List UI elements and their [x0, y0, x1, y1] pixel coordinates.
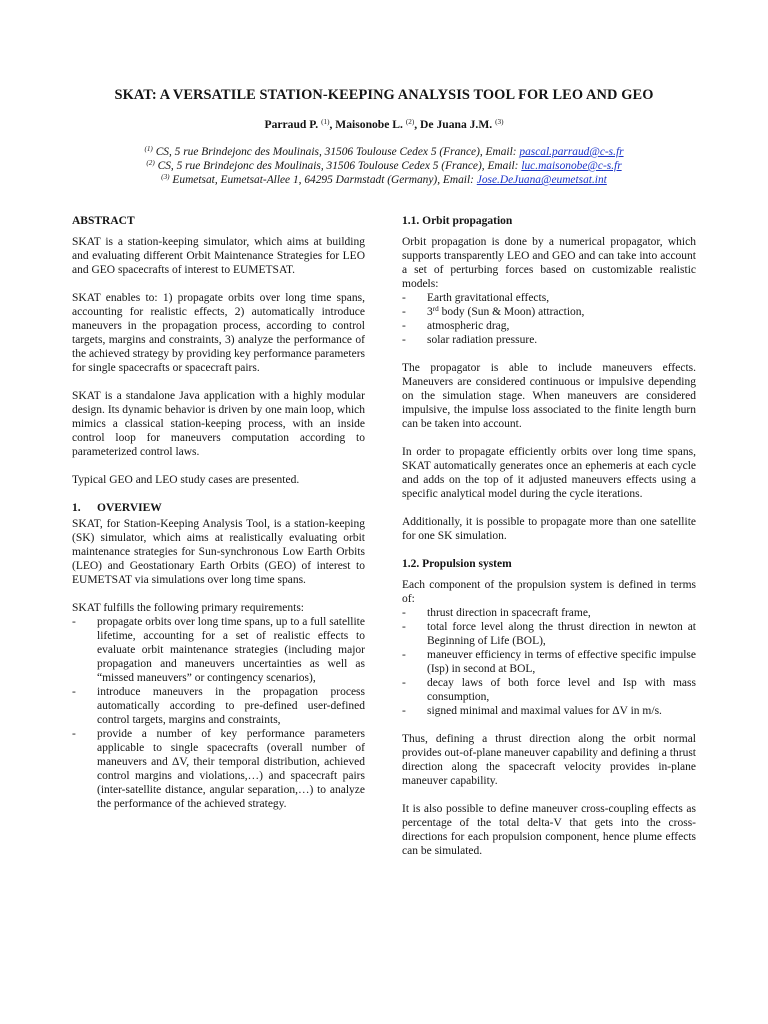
list-item: - solar radiation pressure.: [402, 333, 696, 347]
section-heading-overview: [72, 501, 365, 515]
subsection-heading-orbit: 1.1. Orbit propagation: [402, 215, 513, 227]
affiliation-ref: (1): [144, 145, 153, 153]
propulsion-paragraph: Thus, defining a thrust direction along the orbit normal provides out-of-plane maneuver capability and defining a thrust direction along the spacecraft velocity provides in-plane maneuver capability.: [402, 733, 696, 787]
affiliation-1: [0, 145, 768, 159]
propulsion-paragraph: Each component of the propulsion system is defined in terms of:: [402, 579, 696, 605]
requirements-list: [72, 615, 365, 811]
forces-list: [402, 291, 696, 347]
affiliation-2: [0, 159, 768, 173]
section-title: OVERVIEW: [97, 502, 162, 514]
affiliation-text: CS, 5 rue Brindejonc des Moulinais, 31506 Toulouse Cedex 5 (France), Email:: [155, 146, 520, 158]
overview-paragraph: SKAT fulfills the following primary requirements:: [72, 602, 304, 614]
author-name: Parraud P.: [264, 118, 319, 131]
author-sep: ,: [329, 118, 336, 131]
list-item: - Earth gravitational effects,: [402, 291, 696, 305]
abstract-heading: ABSTRACT: [72, 215, 135, 227]
propulsion-list: [402, 606, 696, 718]
list-item: [402, 305, 696, 319]
paper-title: SKAT: A VERSATILE STATION-KEEPING ANALYSIS TOOL FOR LEO AND GEO: [114, 87, 654, 103]
author-line: [0, 118, 768, 131]
overview-paragraph: SKAT, for Station-Keeping Analysis Tool, is a station-keeping (SK) simulator, which aims at realistically evaluating orbit maintenance strategies for Sun-synchronous Low Earth Orbits (LEO) and Geostationary Earth Orbits (GEO) of interest to EUMETSAT via simulations over long time spans.: [72, 518, 365, 586]
author-sep: ,: [414, 118, 421, 131]
orbit-paragraph: In order to propagate efficiently orbits over long time spans, SKAT automatically generates once an ephemeris at each cycle and adds on the top of it adjusted maneuvers effects using a specific analytical model during the cycle iterations.: [402, 446, 696, 500]
affiliation-ref: (2): [146, 159, 155, 167]
list-item: - maneuver efficiency in terms of effective specific impulse (Isp) in second at BOL,: [402, 648, 696, 676]
author-ref: (1): [321, 118, 330, 126]
orbit-paragraph: The propagator is able to include maneuvers effects. Maneuvers are considered continuous or impulsive depending on the simulation stage. When maneuvers are considered impulsive, the impulse loss associated to the finite length burn can be taken into account.: [402, 362, 696, 430]
list-item: - signed minimal and maximal values for ΔV in m/s.: [402, 704, 696, 718]
author-name: Maisonobe L.: [335, 118, 403, 131]
email-link[interactable]: luc.maisonobe@c-s.fr: [521, 160, 622, 172]
list-item: - propagate orbits over long time spans, up to a full satellite lifetime, accounting for a set of realistic effects to evaluate orbit maintenance strategies (including major propagation and maneuvers uncertainties as well as “missed maneuvers” or contingency scenarios),: [72, 615, 365, 685]
email-link[interactable]: Jose.DeJuana@eumetsat.int: [476, 174, 607, 186]
affiliation-text: Eumetsat, Eumetsat-Allee 1, 64295 Darmstadt (Germany), Email:: [172, 174, 477, 186]
list-item-text: 3: [427, 306, 433, 318]
author-ref: (2): [405, 118, 415, 126]
list-item: - thrust direction in spacecraft frame,: [402, 606, 696, 620]
list-item: - total force level along the thrust direction in newton at Beginning of Life (BOL),: [402, 620, 696, 648]
author-ref: (3): [495, 118, 504, 126]
section-number: 1.: [72, 502, 81, 514]
abstract-paragraph: SKAT enables to: 1) propagate orbits over long time spans, accounting for realistic effects, 2) automatically introduce maneuvers in the propagation process, according to control targets, margins and constraints, 3) analyze the performance of the achieved strategy by providing key performance parameters for single spacecrafts or spacecraft pairs.: [72, 292, 365, 374]
right-column: [402, 214, 696, 872]
list-item: - introduce maneuvers in the propagation process automatically according to pre-defined user-defined control targets, margins and constraints,: [72, 685, 365, 727]
author-name: De Juana J.M.: [420, 118, 493, 131]
affiliation-ref: (3): [161, 173, 170, 181]
subsection-heading-propulsion: 1.2. Propulsion system: [402, 558, 512, 570]
email-link[interactable]: pascal.parraud@c-s.fr: [519, 146, 624, 158]
affiliation-text: CS, 5 rue Brindejonc des Moulinais, 31506 Toulouse Cedex 5 (France), Email:: [157, 160, 522, 172]
list-item: - provide a number of key performance parameters applicable to single spacecrafts (overall number of maneuvers and ΔV, their temporal distribution, achieved control margins and violations,…) and spacecraft pairs (inter-satellite distance, angular separation,…) to analyze the performance of the achieved strategy.: [72, 727, 365, 811]
abstract-paragraph: Typical GEO and LEO study cases are presented.: [72, 474, 300, 486]
propulsion-paragraph: It is also possible to define maneuver cross-coupling effects as percentage of the total delta-V that gets into the cross-directions for each propulsion component, hence plume effects can be simulated.: [402, 803, 696, 857]
list-item-text: body (Sun & Moon) attraction,: [438, 306, 585, 318]
affiliation-3: [0, 173, 768, 187]
ordinal-suffix: rd: [432, 305, 439, 313]
abstract-paragraph: SKAT is a standalone Java application with a highly modular design. Its dynamic behavior is driven by one main loop, which mimics a classical station-keeping process, with an inside control loop for maneuvers computation according to parameterized control laws.: [72, 390, 365, 458]
list-item: - atmospheric drag,: [402, 319, 696, 333]
orbit-paragraph: Orbit propagation is done by a numerical propagator, which supports transparently LEO and GEO and can take into account a set of perturbing forces based on customizable realistic models:: [402, 236, 696, 290]
abstract-paragraph: SKAT is a station-keeping simulator, which aims at building and evaluating different Orbit Maintenance Strategies for LEO and GEO spacecrafts of interest to EUMETSAT.: [72, 236, 365, 276]
left-column: [72, 214, 365, 825]
orbit-paragraph: Additionally, it is possible to propagate more than one satellite for one SK simulation.: [402, 516, 696, 542]
list-item: - decay laws of both force level and Isp with mass consumption,: [402, 676, 696, 704]
